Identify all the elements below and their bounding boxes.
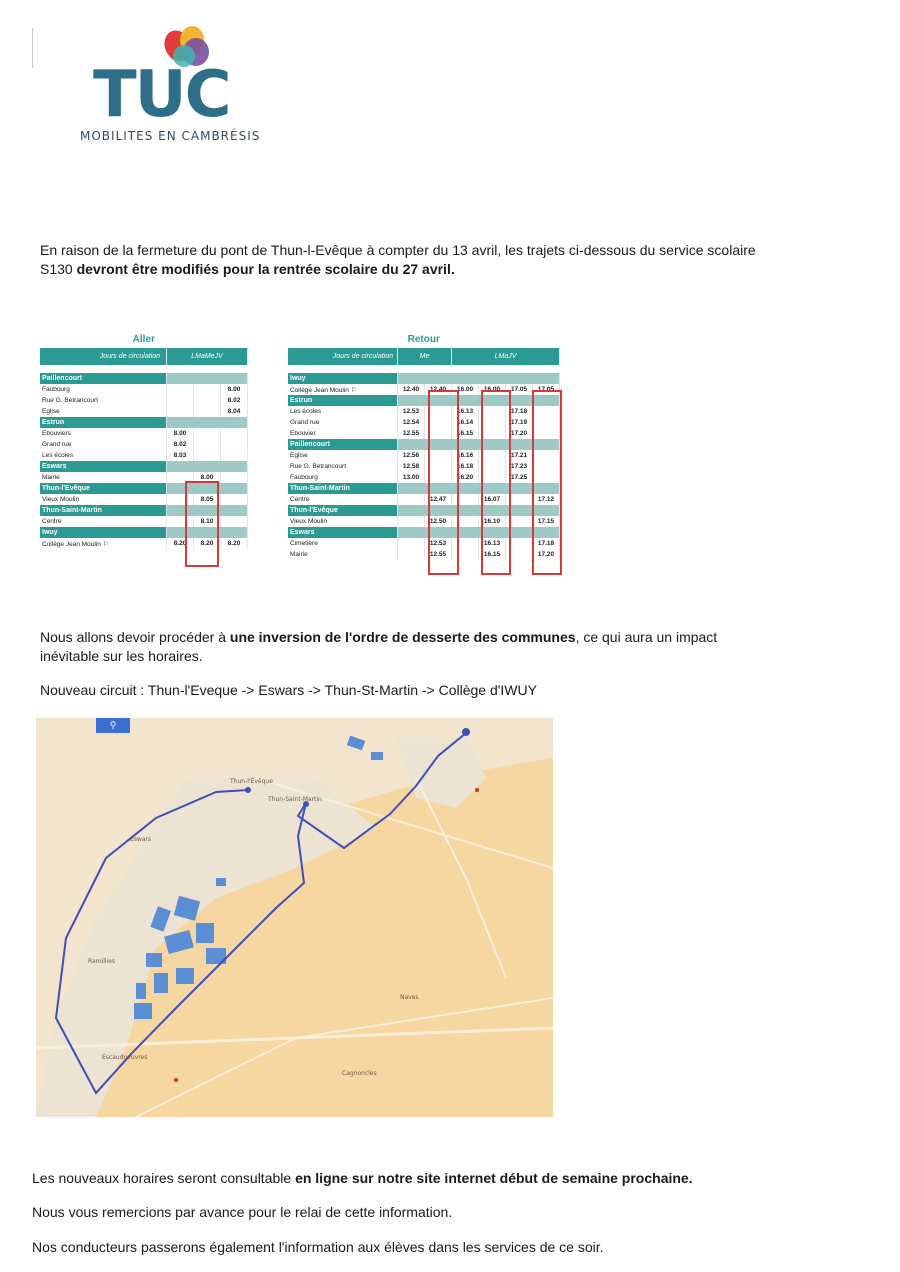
intro-line-1: En raison de la fermeture du pont de Thun-l-Evêque à compter du 13 avril, les trajets ci-dessous du service scolaire bbox=[40, 242, 756, 258]
retour-stop-row: Cimetière 12.53 16.13 17.18 bbox=[288, 538, 560, 549]
route-map bbox=[36, 718, 553, 1117]
aller-stop-row: Rue G. Betrancourt 8.02 bbox=[40, 395, 248, 406]
retour-stop-row: Ebouvier 12.55 16.15 17.20 bbox=[288, 428, 560, 439]
aller-timetable: Aller Jours de circulation LMaMeJV Paillencourt Faubourg 8.00 Rue G. Betrancourt 8.02 Eglise 8.04 Estrun Ebouviers 8.00 Grand rue 8.02 Les écoles 8.03 Eswars Mairie 8.00 Thun-l'Evêque Vieux Moulin 8.05 Thun-Saint-Martin Centre 8.10 Iwuy Collège Jean Moulin ⚐ 8.20 8.20 8.20 bbox=[40, 330, 248, 549]
new-circuit: Nouveau circuit : Thun-l'Eveque -> Eswars -> Thun-St-Martin -> Collège d'IWUY bbox=[40, 682, 537, 698]
intro-line-2: S130 devront être modifiés pour la rentrée scolaire du 27 avril. bbox=[40, 261, 455, 277]
aller-section-row: Estrun bbox=[40, 417, 248, 428]
retour-stop-row: Faubourg 13.00 16.20 17.25 bbox=[288, 472, 560, 483]
retour-section-row: Iwuy bbox=[288, 373, 560, 384]
map-search-button[interactable] bbox=[96, 718, 130, 733]
retour-stop-row: Eglise 12.56 16.16 17.21 bbox=[288, 450, 560, 461]
logo bbox=[78, 24, 268, 146]
retour-highlight-17 bbox=[532, 390, 562, 575]
retour-stop-row: Collège Jean Moulin ⚐ 12.40 12.40 16.00 16.00 17.05 17.05 bbox=[288, 384, 560, 395]
retour-stop-row: Rue G. Betrancourt 12.58 16.18 17.23 bbox=[288, 461, 560, 472]
retour-highlight-me bbox=[428, 390, 459, 575]
retour-section-row: Thun-l'Evêque bbox=[288, 505, 560, 516]
retour-title: Retour bbox=[407, 333, 440, 345]
footer-line-2: Nous vous remercions par avance pour le relai de cette information. bbox=[32, 1204, 453, 1220]
intro-paragraph bbox=[40, 241, 870, 279]
map-label-naves: Naves bbox=[400, 994, 419, 1001]
aller-highlight-box bbox=[185, 481, 219, 567]
aller-section-row: Paillencourt bbox=[40, 373, 248, 384]
retour-stop-row: Vieux Moulin 12.50 16.10 17.15 bbox=[288, 516, 560, 527]
retour-timetable: Retour Jours de circulation Me LMaJV Iwuy Collège Jean Moulin ⚐ 12.40 12.40 16.00 16.00 17.05 17.05 Estrun Les écoles 12.53 16.13 17.18 Grand rue 12.54 16.14 17.19 Ebouvier 12.55 16.15 17.20 Paillencourt Eglise 12.56 16.16 17.21 Rue G. Betrancourt 12.58 16.18 17.23 Faubourg 13.00 16.20 17.25 Thun-Saint-Martin Centre 12.47 16.07 17.12 Thun-l'Evêque Vieux Moulin 12.50 16.10 17.15 Eswars Cimetière 12.53 16.13 17.18 Mairie 12.55 16.15 17.20 bbox=[288, 330, 560, 560]
aller-section-row: Thun-Saint-Martin bbox=[40, 505, 248, 516]
aller-stop-row: Ebouviers 8.00 bbox=[40, 428, 248, 439]
footer-line-3: Nos conducteurs passerons également l'information aux élèves dans les services de ce soir. bbox=[32, 1239, 604, 1255]
logo-wordmark: TUC bbox=[93, 58, 230, 132]
retour-stop-row: Mairie 12.55 16.15 17.20 bbox=[288, 549, 560, 560]
retour-highlight-16 bbox=[481, 390, 511, 575]
map-label-cagnoncles: Cagnoncles bbox=[342, 1070, 377, 1077]
aller-stop-row: Centre 8.10 bbox=[40, 516, 248, 527]
aller-stop-row: Eglise 8.04 bbox=[40, 406, 248, 417]
map-label-thun-eveque: Thun-l'Évêque bbox=[230, 778, 273, 785]
footer-line-1: Les nouveaux horaires seront consultable en ligne sur notre site internet début de semaine prochaine. bbox=[32, 1170, 693, 1186]
logo-tagline: MOBILITES EN CAMBRÉSIS bbox=[80, 129, 261, 143]
aller-stop-row: Collège Jean Moulin ⚐ 8.20 8.20 8.20 bbox=[40, 538, 248, 549]
inversion-paragraph: Nous allons devoir procéder à une inversion de l'ordre de desserte des communes, ce qui aura un impact inévitable sur les horaires. bbox=[40, 629, 718, 664]
map-label-thun-st-martin: Thun-Saint-Martin bbox=[268, 796, 322, 803]
margin-line bbox=[32, 28, 33, 68]
retour-stop-row: Grand rue 12.54 16.14 17.19 bbox=[288, 417, 560, 428]
aller-title: Aller bbox=[132, 333, 155, 345]
retour-section-row: Paillencourt bbox=[288, 439, 560, 450]
aller-stop-row: Mairie 8.00 bbox=[40, 472, 248, 483]
map-label-ramillies: Ramillies bbox=[88, 958, 116, 965]
search-icon: ⚲ bbox=[109, 720, 117, 730]
aller-section-row: Thun-l'Evêque bbox=[40, 483, 248, 494]
aller-section-row: Iwuy bbox=[40, 527, 248, 538]
aller-stop-row: Grand rue 8.02 bbox=[40, 439, 248, 450]
retour-stop-row: Centre 12.47 16.07 17.12 bbox=[288, 494, 560, 505]
aller-stop-row: Vieux Moulin 8.05 bbox=[40, 494, 248, 505]
aller-stop-row: Faubourg 8.00 bbox=[40, 384, 248, 395]
aller-stop-row: Les écoles 8.03 bbox=[40, 450, 248, 461]
retour-section-row: Eswars bbox=[288, 527, 560, 538]
aller-section-row: Eswars bbox=[40, 461, 248, 472]
retour-section-row: Thun-Saint-Martin bbox=[288, 483, 560, 494]
retour-stop-row: Les écoles 12.53 16.13 17.18 bbox=[288, 406, 560, 417]
map-label-eswars: Eswars bbox=[130, 836, 152, 843]
map-label-escaudoeuvres: Escaudoeuvres bbox=[102, 1054, 148, 1061]
retour-section-row: Estrun bbox=[288, 395, 560, 406]
